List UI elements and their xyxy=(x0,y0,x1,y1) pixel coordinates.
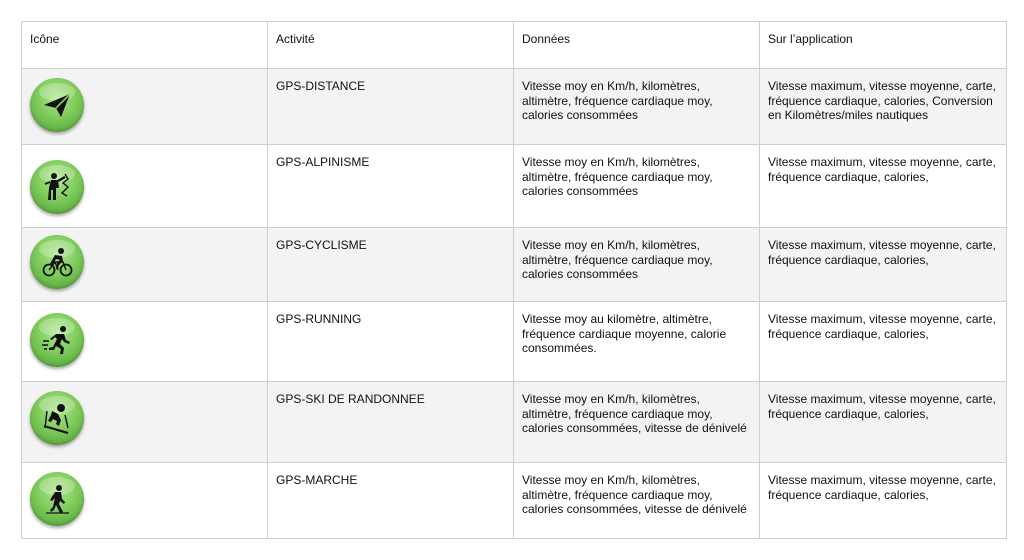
activity-cell: GPS-MARCHE xyxy=(268,463,514,539)
data-cell: Vitesse moy en Km/h, kilomètres, altimètre, fréquence cardiaque moy, calories consommées, vitesse de dénivelé xyxy=(514,463,760,539)
app-cell: Vitesse maximum, vitesse moyenne, carte, fréquence cardiaque, calories, xyxy=(760,228,1007,302)
data-cell: Vitesse moy en Km/h, kilomètres, altimètre, fréquence cardiaque moy, calories consommées, vitesse de dénivelé xyxy=(514,382,760,463)
app-cell: Vitesse maximum, vitesse moyenne, carte, fréquence cardiaque, calories, xyxy=(760,382,1007,463)
icon-cell xyxy=(22,228,268,302)
table-row xyxy=(22,463,1007,539)
table-row xyxy=(22,69,1007,145)
paper-plane-icon xyxy=(30,78,84,132)
cyclist-icon xyxy=(30,235,84,289)
activity-cell: GPS-SKI DE RANDONNEE xyxy=(268,382,514,463)
app-cell: Vitesse maximum, vitesse moyenne, carte, fréquence cardiaque, calories, xyxy=(760,302,1007,382)
climber-icon xyxy=(30,160,84,214)
data-cell: Vitesse moy au kilomètre, altimètre, fréquence cardiaque moyenne, calorie consommées. xyxy=(514,302,760,382)
icon-cell xyxy=(22,145,268,228)
activity-cell: GPS-CYCLISME xyxy=(268,228,514,302)
table-row xyxy=(22,145,1007,228)
runner-icon xyxy=(30,313,84,367)
icon-cell xyxy=(22,302,268,382)
app-cell: Vitesse maximum, vitesse moyenne, carte, fréquence cardiaque, calories, xyxy=(760,463,1007,539)
table-row xyxy=(22,228,1007,302)
skier-icon xyxy=(30,391,84,445)
table-header-row xyxy=(22,22,1007,69)
header-activity: Activité xyxy=(268,22,514,69)
header-icon: Icône xyxy=(22,22,268,69)
table-row xyxy=(22,382,1007,463)
activity-cell: GPS-RUNNING xyxy=(268,302,514,382)
icon-cell xyxy=(22,463,268,539)
icon-cell xyxy=(22,382,268,463)
header-data: Données xyxy=(514,22,760,69)
header-app: Sur l’application xyxy=(760,22,1007,69)
icon-cell xyxy=(22,69,268,145)
app-cell: Vitesse maximum, vitesse moyenne, carte, fréquence cardiaque, calories, xyxy=(760,145,1007,228)
activity-cell: GPS-DISTANCE xyxy=(268,69,514,145)
activity-cell: GPS-ALPINISME xyxy=(268,145,514,228)
data-cell: Vitesse moy en Km/h, kilomètres, altimètre, fréquence cardiaque moy, calories consommées xyxy=(514,145,760,228)
activity-table xyxy=(21,21,1007,539)
table-row xyxy=(22,302,1007,382)
app-cell: Vitesse maximum, vitesse moyenne, carte, fréquence cardiaque, calories, Conversion en Kilomètres/miles nautiques xyxy=(760,69,1007,145)
data-cell: Vitesse moy en Km/h, kilomètres, altimètre, fréquence cardiaque moy, calories consommées xyxy=(514,69,760,145)
data-cell: Vitesse moy en Km/h, kilomètres, altimètre, fréquence cardiaque moy, calories consommées xyxy=(514,228,760,302)
walker-icon xyxy=(30,472,84,526)
